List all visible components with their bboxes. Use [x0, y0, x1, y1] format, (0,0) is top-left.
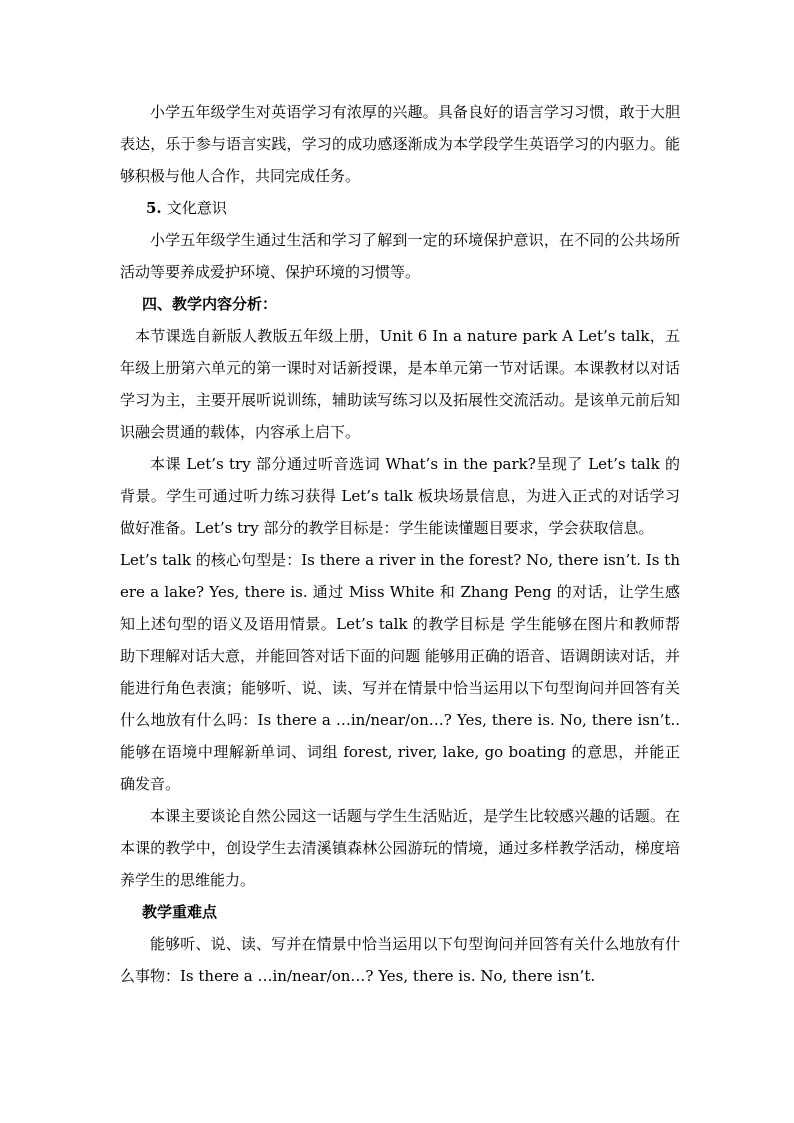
- paragraph-key-points: 能够听、说、读、写并在情景中恰当运用以下句型询问并回答有关什么地放有什么事物：Is there a …in/near/on…? Yes, there is. No, there isn’t.: [120, 935, 680, 985]
- section-number: 5.: [146, 199, 162, 217]
- paragraph-cultural-awareness: 小学五年级学生通过生活和学习了解到一定的环境保护意识，在不同的公共场所活动等要养成爱护环境、保护环境的习惯等。: [120, 231, 680, 281]
- document-page: [120, 96, 680, 992]
- section-heading-cultural-awareness: [120, 192, 680, 224]
- section-heading-content-analysis: 四、教学内容分析：: [142, 295, 278, 313]
- paragraph-lesson-source: 本节课选自新版人教版五年级上册，Unit 6 In a nature park A Let’s talk，五年级上册第六单元的第一课时对话新授课，是本单元第一节对话课。本课教材以对话学习为主，主要开展听说训练，辅助读写练习以及拓展性交流活动。是该单元前后知识融会贯通的载体，内容承上启下。: [120, 327, 680, 441]
- paragraph-lets-try: 本课 Let’s try 部分通过听音选词 What’s in the park?呈现了 Let’s talk 的背景。学生可通过听力练习获得 Let’s talk 板块场景信息，为进入正式的对话学习做好准备。Let’s try 部分的教学目标是：学生能读懂题目要求，学会获取信息。: [120, 455, 680, 537]
- paragraph-learner-attitude: 小学五年级学生对英语学习有浓厚的兴趣。具备良好的语言学习习惯，敢于大胆表达，乐于参与语言实践，学习的成功感逐渐成为本学段学生英语学习的内驱力。能够积极与他人合作，共同完成任务。: [120, 103, 680, 185]
- section-heading-key-points: 教学重难点: [142, 903, 218, 921]
- section-title: 文化意识: [166, 199, 227, 217]
- paragraph-lets-talk: Let’s talk 的核心句型是：Is there a river in the forest? No, there isn’t. Is there a lake? Yes, there is. 通过 Miss White 和 Zhang Peng 的对话，让学生感知上述句型的语义及语用情景。Let’s talk 的教学目标是 学生能够在图片和教师帮助下理解对话大意，并能回答对话下面的问题 能够用正确的语音、语调朗读对话，并能进行角色表演；能够听、说、读、写并在情景中恰当运用以下句型询问并回答有关什么地放有什么吗：Is there a …in/near/on…? Yes, there is. No, there isn’t..能够在语境中理解新单词、词组 forest, river, lake, go boating 的意思，并能正确发音。: [120, 551, 680, 793]
- paragraph-topic: 本课主要谈论自然公园这一话题与学生生活贴近，是学生比较感兴趣的话题。在本课的教学中，创设学生去清溪镇森林公园游玩的情境，通过多样教学活动，梯度培养学生的思维能力。: [120, 807, 680, 889]
